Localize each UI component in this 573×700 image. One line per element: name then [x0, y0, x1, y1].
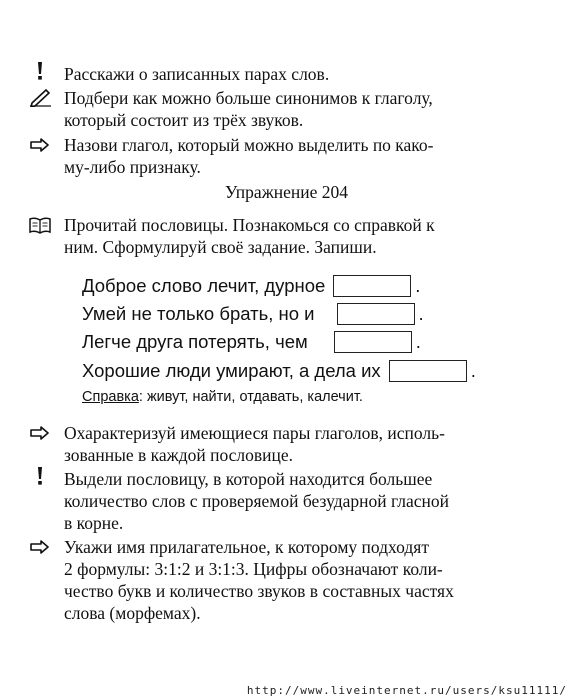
answer-box[interactable] — [334, 331, 412, 353]
proverb-end: . — [415, 275, 421, 296]
exercise-heading: Упражнение 204 — [224, 182, 349, 202]
task-line: который состоит из трёх звуков. — [64, 110, 304, 130]
arrow-icon — [28, 536, 52, 558]
source-url: http://www.liveinternet.ru/users/ksu11111/ — [246, 684, 567, 697]
reference-words: : живут, найти, отдавать, калечит. — [138, 389, 363, 405]
exercise-task — [64, 214, 512, 258]
proverb-text: Хорошие люди умирают, а дела их — [82, 360, 381, 381]
answer-box[interactable] — [389, 360, 467, 382]
proverb-row — [82, 359, 476, 383]
task-synonyms — [64, 87, 512, 131]
answer-box[interactable] — [333, 275, 411, 297]
proverb-row — [82, 274, 420, 298]
task-line: в корне. — [64, 513, 124, 533]
task-line: чество букв и количество звуков в составных частях — [64, 581, 454, 601]
proverb-row — [82, 302, 424, 326]
arrow-icon — [28, 134, 52, 156]
proverb-text: Легче друга потерять, чем — [82, 331, 308, 352]
proverb-text: Умей не только брать, но и — [82, 303, 315, 324]
task-line: Расскажи о записанных парах слов. — [64, 64, 330, 84]
proverb-text: Доброе слово лечит, дурное — [82, 275, 326, 296]
task-line: Укажи имя прилагательное, к которому подходят — [64, 537, 429, 557]
answer-box[interactable] — [337, 303, 415, 325]
task-characterize — [64, 422, 512, 466]
task-line: ним. Сформулируй своё задание. Запиши. — [64, 237, 377, 257]
proverb-end: . — [418, 303, 424, 324]
exclamation-icon — [28, 465, 52, 487]
proverb-row — [82, 330, 421, 354]
task-tell — [64, 63, 512, 85]
task-line: Выдели пословицу, в которой находится большее — [64, 469, 433, 489]
task-line: зованные в каждой пословице. — [64, 445, 294, 465]
task-line: количество слов с проверяемой безударной гласной — [64, 491, 450, 511]
arrow-icon — [28, 422, 52, 444]
task-highlight — [64, 468, 512, 534]
task-verb — [64, 134, 512, 178]
proverb-end: . — [415, 331, 421, 352]
task-line: 2 формулы: 3:1:2 и 3:1:3. Цифры обозначают коли- — [64, 559, 443, 579]
task-line: Охарактеризуй имеющиеся пары глаголов, исполь- — [64, 423, 445, 443]
proverb-end: . — [470, 360, 476, 381]
task-line: Прочитай пословицы. Познакомься со справкой к — [64, 215, 435, 235]
task-line: слова (морфемах). — [64, 603, 201, 623]
task-line: Подбери как можно больше синонимов к глаголу, — [64, 88, 433, 108]
task-adjective — [64, 536, 512, 624]
exclamation-icon — [28, 60, 52, 82]
pencil-icon — [28, 86, 52, 108]
book-icon — [28, 214, 52, 236]
task-line: му-либо признаку. — [64, 157, 201, 177]
reference — [82, 389, 363, 405]
task-line: Назови глагол, который можно выделить по како- — [64, 135, 434, 155]
reference-label: Справка — [82, 389, 139, 405]
